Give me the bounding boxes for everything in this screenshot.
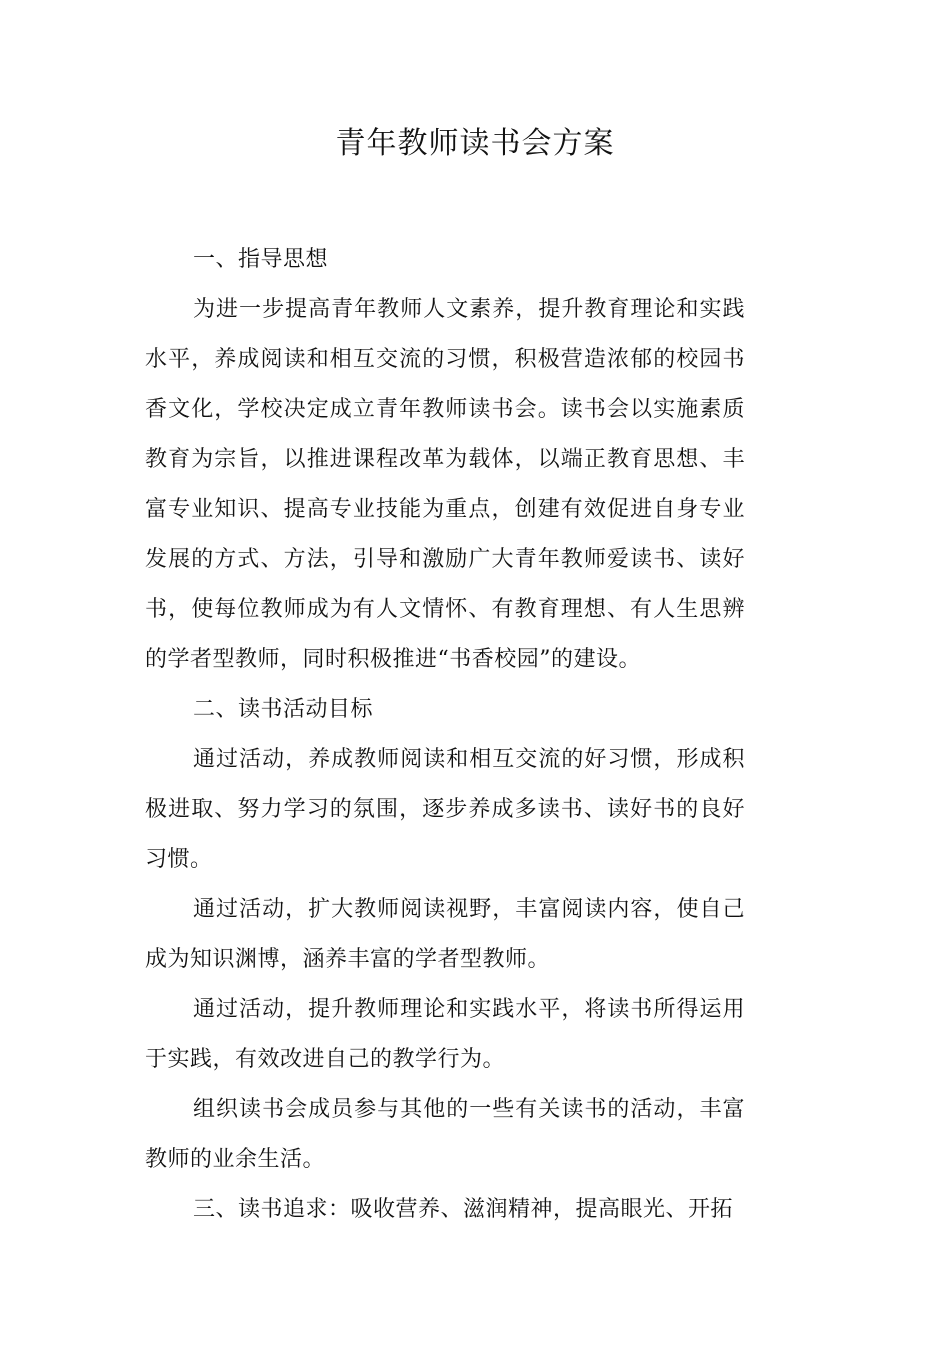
section-heading-goals: 二、读书活动目标	[193, 697, 374, 722]
section-heading-pursuit: 三、读书追求：吸收营养、滋润精神，提高眼光、开拓	[193, 1197, 734, 1222]
paragraph-guiding-thought: 为进一步提高青年教师人文素养，提升教育理论和实践水平，养成阅读和相互交流的习惯，积极营造浓郁的校园书香文化，学校决定成立青年教师读书会。读书会以实施素质教育为宗旨，以推进课程改革为载体，以端正教育思想、丰富专业知识、提高专业技能为重点，创建有效促进自身专业发展的方式、方法，引导和激励广大青年教师爱读书、读好书，使每位教师成为有人文情怀、有教育理想、有人生思辨的学者型教师，同时积极推进“书香校园”的建设。	[145, 297, 745, 672]
paragraph-goal-1: 通过活动，养成教师阅读和相互交流的好习惯，形成积极进取、努力学习的氛围，逐步养成多读书、读好书的良好习惯。	[145, 747, 745, 872]
paragraph-goal-2: 通过活动，扩大教师阅读视野，丰富阅读内容，使自己成为知识渊博，涵养丰富的学者型教师。	[145, 897, 745, 972]
paragraph-goal-4: 组织读书会成员参与其他的一些有关读书的活动，丰富教师的业余生活。	[145, 1097, 745, 1172]
document-body	[145, 235, 745, 1235]
section-heading-guiding-thought: 一、指导思想	[193, 247, 329, 272]
paragraph-goal-3: 通过活动，提升教师理论和实践水平，将读书所得运用于实践，有效改进自己的教学行为。	[145, 997, 745, 1072]
document-title: 青年教师读书会方案	[335, 126, 615, 161]
